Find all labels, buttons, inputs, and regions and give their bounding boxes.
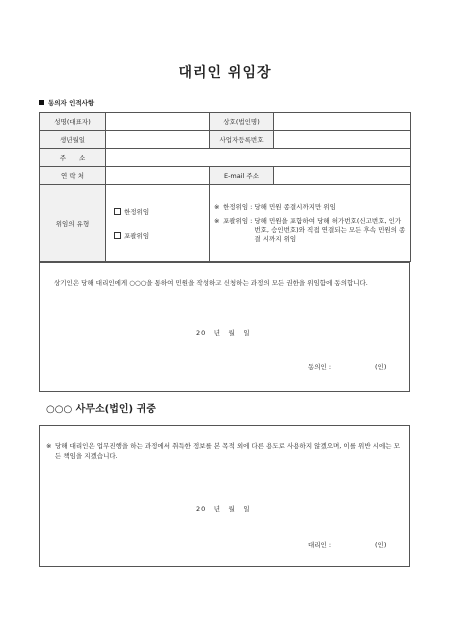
checkbox-icon[interactable] bbox=[114, 232, 121, 239]
scope-notes bbox=[210, 185, 411, 262]
table-row bbox=[40, 113, 411, 131]
option-limited[interactable] bbox=[114, 207, 205, 216]
note-mark: ※ bbox=[214, 202, 220, 211]
address-field[interactable] bbox=[106, 149, 411, 167]
agent-date: 20 년 월 일 bbox=[196, 505, 251, 513]
note-general-text: 당해 민원을 포함하여 당해 허가번호(신고번호, 인가번호, 승인번호)와 직접 연결되는 모든 후속 민원의 종결 시까지 위임 bbox=[254, 216, 406, 243]
consent-signer-label: 동의인 : bbox=[308, 363, 332, 371]
consent-date: 20 년 월 일 bbox=[196, 329, 251, 337]
note-general-label: 포괄위임 : bbox=[223, 216, 253, 225]
agent-signer-label: 대리인 : bbox=[308, 541, 332, 549]
agent-notice-text: 당해 대리인은 업무진행을 하는 과정에서 취득한 정보를 본 목적 외에 다른 용도로 사용하지 않겠으며, 이를 위반 시에는 모든 책임을 지겠습니다. bbox=[55, 442, 400, 460]
address-label: 주 소 bbox=[40, 149, 106, 167]
note-limited-label: 한정위임 : bbox=[223, 202, 253, 211]
table-row bbox=[40, 149, 411, 167]
consent-text: 상기인은 당해 대리인에게 ○○○을 통하여 민원을 작성하고 신청하는 과정의 모든 권한을 위임함에 동의합니다. bbox=[54, 279, 368, 287]
note-general bbox=[214, 217, 406, 244]
contact-label: 연 락 처 bbox=[40, 167, 106, 185]
square-bullet-icon bbox=[39, 100, 44, 105]
email-label: E-mail 주소 bbox=[210, 167, 274, 185]
notice-mark: ※ bbox=[46, 442, 52, 450]
bizno-label: 사업자등록번호 bbox=[210, 131, 274, 149]
company-label: 상호(법인명) bbox=[210, 113, 274, 131]
agent-seal: (인) bbox=[375, 541, 387, 549]
scope-label: 위임의 유형 bbox=[40, 185, 106, 262]
page-title: 대리인 위임장 bbox=[178, 65, 272, 81]
email-field[interactable] bbox=[274, 167, 411, 185]
note-limited-text: 당해 민원 종결시까지만 위임 bbox=[254, 202, 336, 211]
option-limited-label: 한정위임 bbox=[124, 207, 150, 216]
note-mark: ※ bbox=[214, 216, 220, 225]
applicant-info-table bbox=[39, 112, 411, 262]
name-label: 성명(대표자) bbox=[40, 113, 106, 131]
table-row bbox=[40, 167, 411, 185]
table-row bbox=[40, 131, 411, 149]
contact-field[interactable] bbox=[106, 167, 210, 185]
scope-options bbox=[106, 185, 210, 262]
birth-label: 생년월일 bbox=[40, 131, 106, 149]
name-field[interactable] bbox=[106, 113, 210, 131]
birth-field[interactable] bbox=[106, 131, 210, 149]
consent-seal: (인) bbox=[375, 363, 387, 371]
checkbox-icon[interactable] bbox=[114, 208, 121, 215]
option-general[interactable] bbox=[114, 231, 205, 240]
agent-notice bbox=[46, 441, 404, 461]
option-general-label: 포괄위임 bbox=[124, 231, 150, 240]
section-title: 동의자 인적사항 bbox=[48, 99, 95, 107]
note-limited bbox=[214, 203, 406, 212]
company-field[interactable] bbox=[274, 113, 411, 131]
bizno-field[interactable] bbox=[274, 131, 411, 149]
table-row bbox=[40, 185, 411, 262]
office-addressee: ○○○ 사무소(법인) 귀중 bbox=[46, 404, 156, 415]
section-header bbox=[39, 98, 94, 107]
